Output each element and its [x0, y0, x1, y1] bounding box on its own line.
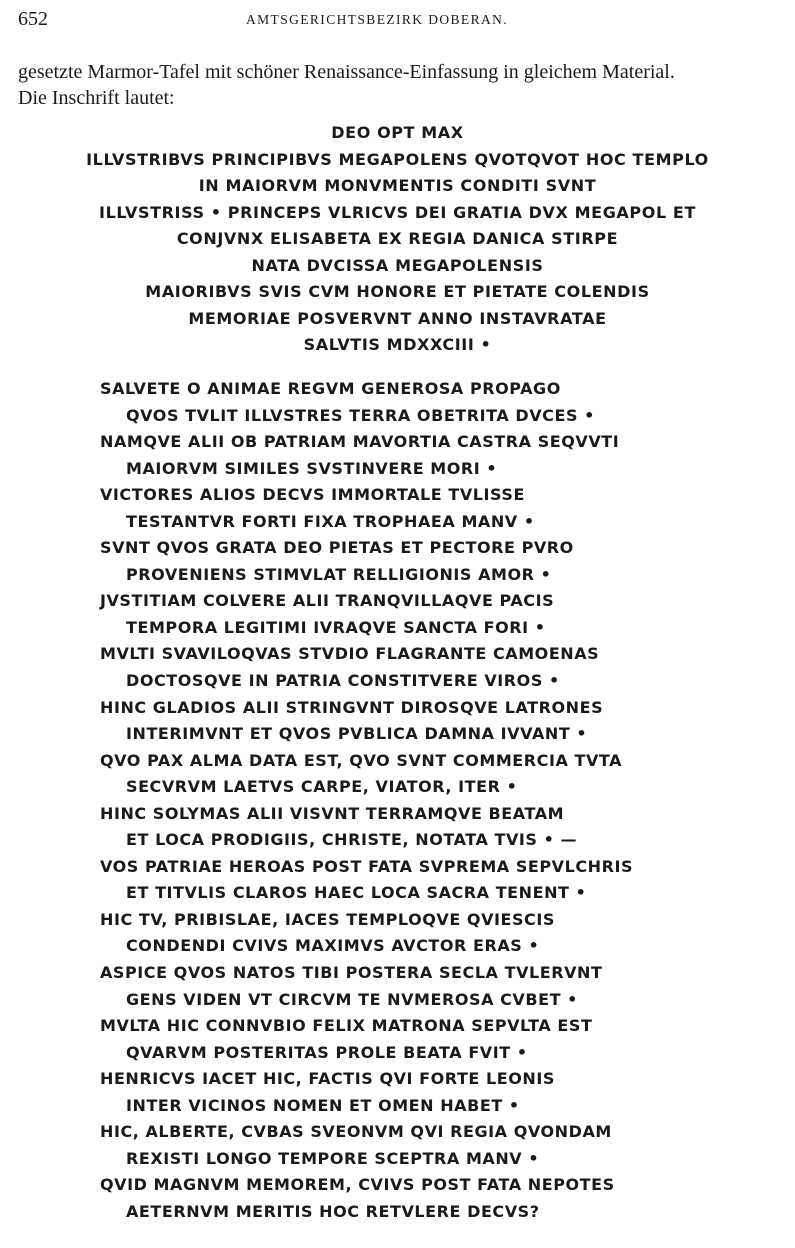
poem-line: AETERNVM MERITIS HOC RETVLERE DECVS? — [126, 1201, 540, 1221]
poem-line: HINC SOLYMAS ALII VISVNT TERRAMQVE BEATAM — [100, 803, 565, 823]
poem-line: MVLTI SVAVILOQVAS STVDIO FLAGRANTE CAMOENAS — [100, 644, 600, 664]
poem-line: VICTORES ALIOS DECVS IMMORTALE TVLISSE — [100, 485, 525, 505]
intro-line: gesetzte Marmor-Tafel mit schöner Renaissance-Einfassung in gleichem Material. — [18, 61, 675, 83]
poem-line: TEMPORA LEGITIMI IVRAQVE SANCTA FORI • — [126, 617, 546, 637]
poem-line: INTERIMVNT ET QVOS PVBLICA DAMNA IVVANT • — [126, 724, 588, 744]
poem-line: NAMQVE ALII OB PATRIAM MAVORTIA CASTRA SEQVVTI — [100, 432, 620, 452]
poem-line: INTER VICINOS NOMEN ET OMEN HABET • — [126, 1095, 520, 1115]
dedication-line: MAIORIBVS SVIS CVM HONORE ET PIETATE COLENDIS — [145, 282, 650, 301]
poem-line: HIC TV, PRIBISLAE, IACES TEMPLOQVE QVIESCIS — [100, 909, 555, 929]
dedication-line: CONJVNX ELISABETA EX REGIA DANICA STIRPE — [176, 229, 619, 248]
poem-line: SECVRVM LAETVS CARPE, VIATOR, ITER • — [126, 777, 518, 797]
poem-line: CONDENDI CVIVS MAXIMVS AVCTOR ERAS • — [126, 936, 540, 956]
dedication-line: ILLVSTRISS • PRINCEPS VLRICVS DEI GRATIA DVX MEGAPOL ET — [99, 202, 696, 222]
poem-line: MAIORVM SIMILES SVSTINVERE MORI • — [126, 458, 498, 478]
dedication-line: SALVTIS MDXXCIII • — [303, 335, 492, 354]
poem-line: QVOS TVLIT ILLVSTRES TERRA OBETRITA DVCES • — [126, 405, 595, 425]
poem-line: GENS VIDEN VT CIRCVM TE NVMEROSA CVBET • — [126, 989, 578, 1009]
poem-line: QVARVM POSTERITAS PROLE BEATA FVIT • — [126, 1042, 528, 1062]
dedication-line: MEMORIAE POSVERVNT ANNO INSTAVRATAE — [188, 308, 607, 328]
dedication-line: IN MAIORVM MONVMENTIS CONDITI SVNT — [198, 176, 597, 195]
poem-line: MVLTA HIC CONNVBIO FELIX MATRONA SEPVLTA EST — [100, 1016, 593, 1036]
poem-inscription — [100, 376, 780, 1226]
poem-line: HENRICVS IACET HIC, FACTIS QVI FORTE LEONIS — [100, 1069, 555, 1089]
poem-line: QVID MAGNVM MEMOREM, CVIVS POST FATA NEPOTES — [100, 1175, 615, 1195]
poem-line: HIC, ALBERTE, CVBAS SVEONVM QVI REGIA QVONDAM — [100, 1122, 612, 1142]
poem-line: PROVENIENS STIMVLAT RELLIGIONIS AMOR • — [126, 564, 552, 584]
dedication-line: DEO OPT MAX — [331, 123, 464, 142]
poem-line: SALVETE O ANIMAE REGVM GENEROSA PROPAGO — [100, 379, 561, 398]
poem-line: VOS PATRIAE HEROAS POST FATA SVPREMA SEPVLCHRIS — [100, 856, 634, 876]
running-title: AMTSGERICHTSBEZIRK DOBERAN. — [246, 12, 509, 27]
poem-line: ASPICE QVOS NATOS TIBI POSTERA SECLA TVLERVNT — [100, 963, 603, 983]
poem-line: SVNT QVOS GRATA DEO PIETAS ET PECTORE PVRO — [100, 538, 574, 558]
poem-line: DOCTOSQVE IN PATRIA CONSTITVERE VIROS • — [126, 671, 560, 691]
intro-paragraph — [18, 59, 788, 111]
poem-line: ET TITVLIS CLAROS HAEC LOCA SACRA TENENT • — [126, 883, 587, 903]
running-head — [18, 8, 777, 32]
dedication-line: NATA DVCISSA MEGAPOLENSIS — [251, 255, 544, 275]
poem-line: ET LOCA PRODIGIIS, CHRISTE, NOTATA TVIS • — — [126, 830, 578, 850]
poem-line: REXISTI LONGO TEMPORE SCEPTRA MANV • — [126, 1148, 540, 1168]
poem-line: QVO PAX ALMA DATA EST, QVO SVNT COMMERCIA TVTA — [100, 750, 623, 770]
page-number: 652 — [18, 8, 48, 30]
dedication-inscription — [0, 120, 795, 359]
poem-line: HINC GLADIOS ALII STRINGVNT DIROSQVE LATRONES — [100, 697, 604, 717]
poem-line: TESTANTVR FORTI FIXA TROPHAEA MANV • — [126, 511, 535, 531]
intro-line: Die Inschrift lautet: — [18, 87, 175, 109]
poem-line: JVSTITIAM COLVERE ALII TRANQVILLAQVE PACIS — [100, 591, 555, 611]
dedication-line: ILLVSTRIBVS PRINCIPIBVS MEGAPOLENS QVOTQVOT HOC TEMPLO — [86, 149, 709, 169]
